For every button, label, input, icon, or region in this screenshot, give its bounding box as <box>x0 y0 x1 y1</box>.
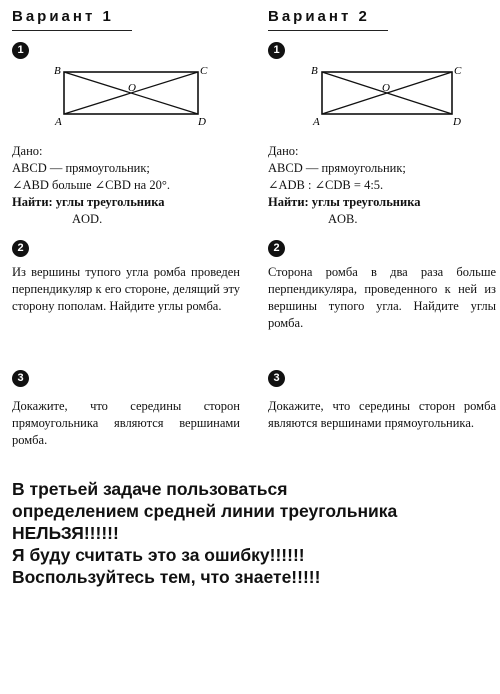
vertex-d-label: D <box>453 116 461 128</box>
given-line-1: ABCD — прямоугольник; <box>268 161 406 175</box>
variant-1-task-2-number: 2 <box>12 240 29 257</box>
variant-1-task-2-text: Из вершины тупого угла ромба проведен перпендикуляр к его стороне, делящий эту сторону пополам. Найдите углы ромба. <box>12 265 240 313</box>
variant-2-task-2-text: Сторона ромба в два раза больше перпендикуляра, проведенного к ней из вершины тупого угла. Найдите углы ромба. <box>268 265 496 330</box>
note-line-5: Воспользуйтесь тем, что знаете!!!!! <box>12 567 321 587</box>
given-line-2: ∠ABD больше ∠CBD на 20°. <box>12 178 170 192</box>
given-label: Дано: <box>268 144 299 158</box>
note-line-2: определением средней линии треугольника <box>12 501 398 521</box>
point-o-label: O <box>128 82 136 94</box>
variant-2-column <box>268 0 500 31</box>
variant-1-title: Вариант 1 <box>12 8 114 25</box>
vertex-a-label: A <box>313 116 320 128</box>
variant-2-title-underline <box>268 30 388 31</box>
variant-2-title: Вариант 2 <box>268 8 370 25</box>
variant-1-title-underline <box>12 30 132 31</box>
variant-2-task-1-text <box>268 143 496 228</box>
note-line-3: НЕЛЬЗЯ!!!!!! <box>12 523 119 543</box>
point-o-label: O <box>382 82 390 94</box>
vertex-c-label: C <box>200 65 208 77</box>
find-line-1: Найти: углы треугольника <box>268 195 421 209</box>
teacher-note <box>12 478 492 588</box>
find-line-1: Найти: углы треугольника <box>12 195 165 209</box>
variant-1-column <box>12 0 247 31</box>
variant-2-rectangle-diagram <box>308 62 478 137</box>
find-line-2: AOB. <box>328 212 358 226</box>
variant-1-task-3-number: 3 <box>12 370 29 387</box>
variant-1-rectangle-diagram <box>52 62 222 137</box>
variant-1-task-3-text: Докажите, что середины сторон прямоугольника являются вершинами ромба. <box>12 399 240 447</box>
given-label: Дано: <box>12 144 43 158</box>
vertex-a-label: A <box>55 116 62 128</box>
variant-2-task-3-text: Докажите, что середины сторон ромба являются вершинами прямоугольника. <box>268 399 496 430</box>
vertex-b-label: B <box>54 65 61 77</box>
note-line-1: В третьей задаче пользоваться <box>12 479 288 499</box>
variant-2-task-3-number: 3 <box>268 370 285 387</box>
given-line-2: ∠ADB : ∠CDB = 4:5. <box>268 178 384 192</box>
vertex-d-label: D <box>198 116 206 128</box>
vertex-c-label: C <box>454 65 462 77</box>
variant-1-task-1-number: 1 <box>12 42 29 59</box>
find-line-2: AOD. <box>72 212 103 226</box>
variant-2-task-1-number: 1 <box>268 42 285 59</box>
given-line-1: ABCD — прямоугольник; <box>12 161 150 175</box>
vertex-b-label: B <box>311 65 318 77</box>
note-line-4: Я буду считать это за ошибку!!!!!! <box>12 545 305 565</box>
variant-1-task-1-text <box>12 143 240 228</box>
variant-2-task-2-number: 2 <box>268 240 285 257</box>
